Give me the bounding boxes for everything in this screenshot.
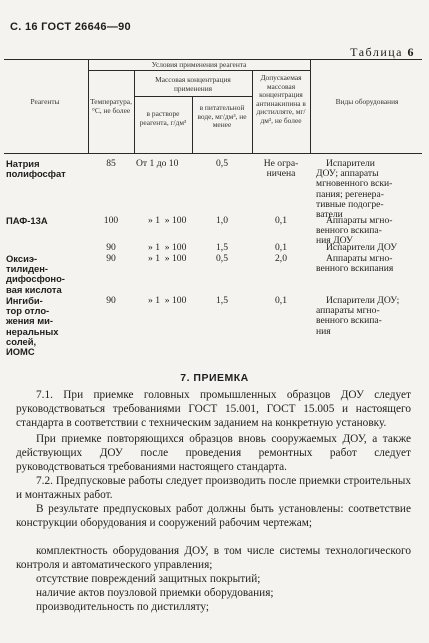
cell-line: мгновенного вски- (316, 178, 393, 190)
table-divider (192, 96, 193, 153)
cell-line: тор отло- (6, 305, 50, 317)
cell-line: венного вскипания (316, 263, 394, 275)
cell-reagent: ПАФ-13А (6, 215, 48, 226)
cell-line: Оксиэ- (6, 253, 38, 264)
cell-line: ватели (316, 209, 343, 221)
cell-line: вая кислота (6, 283, 62, 295)
cell-allowed (254, 159, 308, 179)
cell-line: ДОУ; аппараты (316, 168, 379, 180)
cell-solution: » 1 » 100 (148, 242, 187, 253)
cell-equipment (316, 254, 424, 274)
cell-solution: » 1 » 100 (148, 215, 187, 226)
cell-line: тивные подогре- (316, 198, 384, 210)
cell-line: солей, (6, 335, 37, 347)
header-temperature: Температура, °С, не более (90, 97, 132, 115)
cell-line: дифосфоно- (6, 273, 65, 285)
cell-equipment (316, 296, 424, 337)
cell-line: ния (316, 325, 331, 337)
cell-temperature: 90 (106, 253, 116, 264)
header-allowed-concentration: Допускаемая массовая концентрация антинакипина в дистилляте, мг/дм³, не более (256, 73, 306, 125)
cell-temperature: 85 (106, 158, 116, 169)
cell-solution: От 1 до 10 (136, 158, 179, 169)
cell-line: венного вскипа- (316, 315, 382, 327)
cell-line: тилиден- (6, 263, 49, 275)
cell-line: полифосфат (6, 168, 66, 180)
cell-line: Испарители (326, 158, 375, 169)
paragraph: наличие актов поузловой приемки оборудования; (36, 587, 274, 599)
cell-allowed: 0,1 (275, 215, 287, 226)
cell-feedwater: 1,5 (216, 295, 228, 306)
paragraph: отсутствие повреждений защитных покрытий; (36, 573, 261, 585)
cell-equipment: Испарители ДОУ (326, 242, 398, 253)
cell-feedwater: 1,5 (216, 242, 228, 253)
header-reagents: Реагенты (30, 97, 60, 106)
table-divider (310, 59, 311, 153)
cell-temperature: 100 (103, 215, 119, 226)
paragraph: При приемке повторяющихся образцов вновь сооружаемых ДОУ, а также действующих ДОУ после проведения ремонтных работ следует руководствоваться требованиями настоящего стандарта. (16, 433, 411, 473)
cell-line: неральных (6, 325, 59, 337)
cell-line: ния ДОУ (316, 235, 353, 247)
paragraph: производительность по дистилляту; (36, 601, 210, 613)
cell-reagent (6, 254, 88, 295)
table-divider (88, 59, 89, 153)
header-in-feedwater: в питательной воде, мг/дм³, не менее (197, 103, 247, 130)
cell-line: Аппараты мгно- (326, 215, 393, 226)
cell-line: Натрия (6, 158, 40, 169)
section-title: 7. ПРИЕМКА (180, 372, 249, 384)
cell-reagent (6, 296, 88, 357)
header-in-solution: в растворе реагента, г/дм³ (139, 109, 187, 127)
cell-solution: » 1 » 100 (148, 295, 187, 306)
cell-line: венного вскипа- (316, 225, 382, 237)
cell-allowed: 0,1 (275, 295, 287, 306)
paragraph: 7.2. Предпусковые работы следует производить после приемки строительных и монтажных работ. (16, 475, 411, 501)
cell-line: жения ми- (6, 315, 54, 327)
table-divider (252, 70, 253, 153)
cell-line: ИОМС (6, 346, 35, 358)
paragraph: 7.1. При приемке головных промышленных образцов ДОУ следует руководствоваться требованиями ГОСТ 15.001, ГОСТ 15.005 и настоящего стандарта в соответствии с техническим заданием на конкретную установку. (16, 389, 411, 429)
paragraph: В результате предпусковых работ должны быть установлены: соответствие конструкции оборудования и сооружений рабочим чертежам; (16, 503, 411, 529)
table-mass-rule (134, 96, 252, 97)
cell-line: Ингиби- (6, 295, 43, 306)
header-conditions: Условия применения реагента (151, 60, 247, 69)
table-caption-number: 6 (407, 45, 415, 59)
cell-line: пания; регенера- (316, 188, 384, 200)
table-header-rule (4, 153, 422, 154)
header-equipment: Виды оборудования (335, 97, 399, 106)
table-caption-word: Таблица (350, 45, 403, 59)
cell-reagent (6, 159, 88, 179)
table-conditions-rule (88, 70, 310, 71)
cell-line: Не огра- (263, 158, 299, 169)
cell-line: Испарители ДОУ; (326, 295, 400, 306)
header-mass-concentration: Массовая концентрация применения (155, 75, 231, 93)
table-divider (134, 70, 135, 153)
cell-feedwater: 0,5 (216, 253, 228, 264)
cell-allowed: 2,0 (275, 253, 287, 264)
page-header: С. 16 ГОСТ 26646—90 (10, 21, 131, 33)
cell-temperature: 90 (106, 242, 116, 253)
cell-allowed: 0,1 (275, 242, 287, 253)
cell-line: ничена (266, 168, 296, 180)
cell-line: аппараты мгно- (316, 305, 380, 317)
cell-line: Аппараты мгно- (326, 253, 393, 264)
cell-temperature: 90 (106, 295, 116, 306)
cell-solution: » 1 » 100 (148, 253, 187, 264)
table-caption (350, 45, 415, 60)
cell-feedwater: 0,5 (216, 158, 228, 169)
paragraph: комплектность оборудования ДОУ, в том числе системы технологического контроля и автоматического управления; (16, 545, 411, 571)
cell-feedwater: 1,0 (216, 215, 228, 226)
cell-equipment (316, 159, 424, 220)
